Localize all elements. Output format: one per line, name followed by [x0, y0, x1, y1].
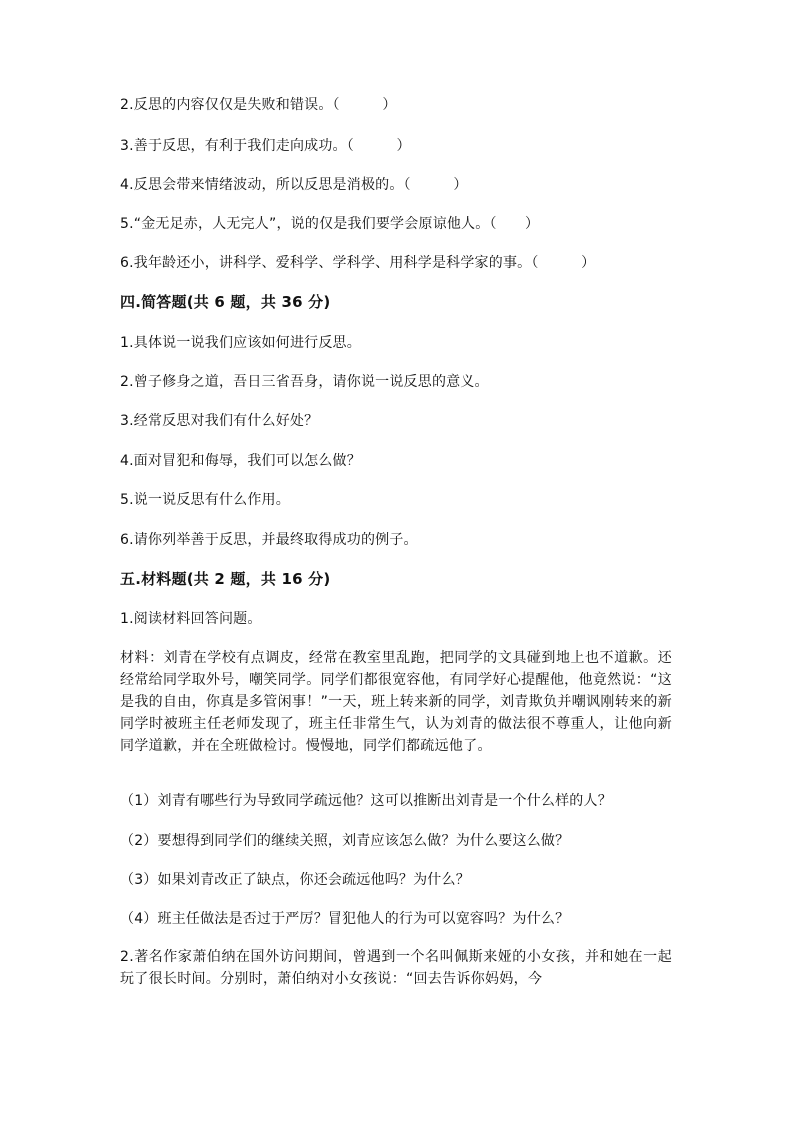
judgement-item-2: 2.反思的内容仅仅是失败和错误。（ ） [120, 97, 397, 113]
short-answer-item-5: 5.说一说反思有什么作用。 [120, 492, 290, 508]
material-q1-sub-3: （3）如果刘青改正了缺点，你还会疏远他吗？为什么？ [120, 872, 470, 888]
material-heading: 五.材料题(共 2 题，共 16 分) [120, 570, 331, 588]
short-answer-item-3: 3.经常反思对我们有什么好处？ [120, 413, 319, 429]
short-answer-item-1: 1.具体说一说我们应该如何进行反思。 [120, 335, 361, 351]
material-q1-sub-4: （4）班主任做法是否过于严厉？冒犯他人的行为可以宽容吗？为什么？ [120, 911, 570, 927]
material-q1-sub-2: （2）要想得到同学们的继续关照，刘青应该怎么做？为什么要这么做？ [120, 833, 570, 849]
short-answer-item-4: 4.面对冒犯和侮辱，我们可以怎么做？ [120, 453, 361, 469]
judgement-item-6: 6.我年龄还小，讲科学、爱科学、学科学、用科学是科学家的事。（ ） [120, 255, 596, 271]
judgement-item-4: 4.反思会带来情绪波动，所以反思是消极的。（ ） [120, 177, 468, 193]
short-answer-item-6: 6.请你列举善于反思，并最终取得成功的例子。 [120, 532, 418, 548]
judgement-item-3: 3.善于反思，有利于我们走向成功。（ ） [120, 138, 411, 154]
material-q1-intro: 1.阅读材料回答问题。 [120, 611, 262, 627]
short-answer-item-2: 2.曾子修身之道，吾日三省吾身，请你说一说反思的意义。 [120, 374, 489, 390]
short-answer-heading: 四.简答题(共 6 题，共 36 分) [120, 293, 331, 311]
material-q1-sub-1: （1）刘青有哪些行为导致同学疏远他？这可以推断出刘青是一个什么样的人？ [120, 793, 612, 809]
material-q2-passage: 2.著名作家萧伯纳在国外访问期间，曾遇到一个名叫佩斯来娅的小女孩，并和她在一起玩了很长时间。分别时，萧伯纳对小女孩说：“回去告诉你妈妈，今 [120, 949, 672, 987]
judgement-item-5: 5.“金无足赤，人无完人”，说的仅是我们要学会原谅他人。（ ） [120, 216, 540, 232]
material-q1-passage: 材料：刘青在学校有点调皮，经常在教室里乱跑，把同学的文具碰到地上也不道歉。还经常给同学取外号，嘲笑同学。同学们都很宽容他，有同学好心提醒他，他竟然说：“这是我的自由，你真是多管闲事！”一天，班上转来新的同学，刘青欺负并嘲讽刚转来的新同学时被班主任老师发现了，班主任非常生气，认为刘青的做法很不尊重人，让他向新同学道歉，并在全班做检讨。慢慢地，同学们都疏远他了。 [120, 650, 672, 754]
